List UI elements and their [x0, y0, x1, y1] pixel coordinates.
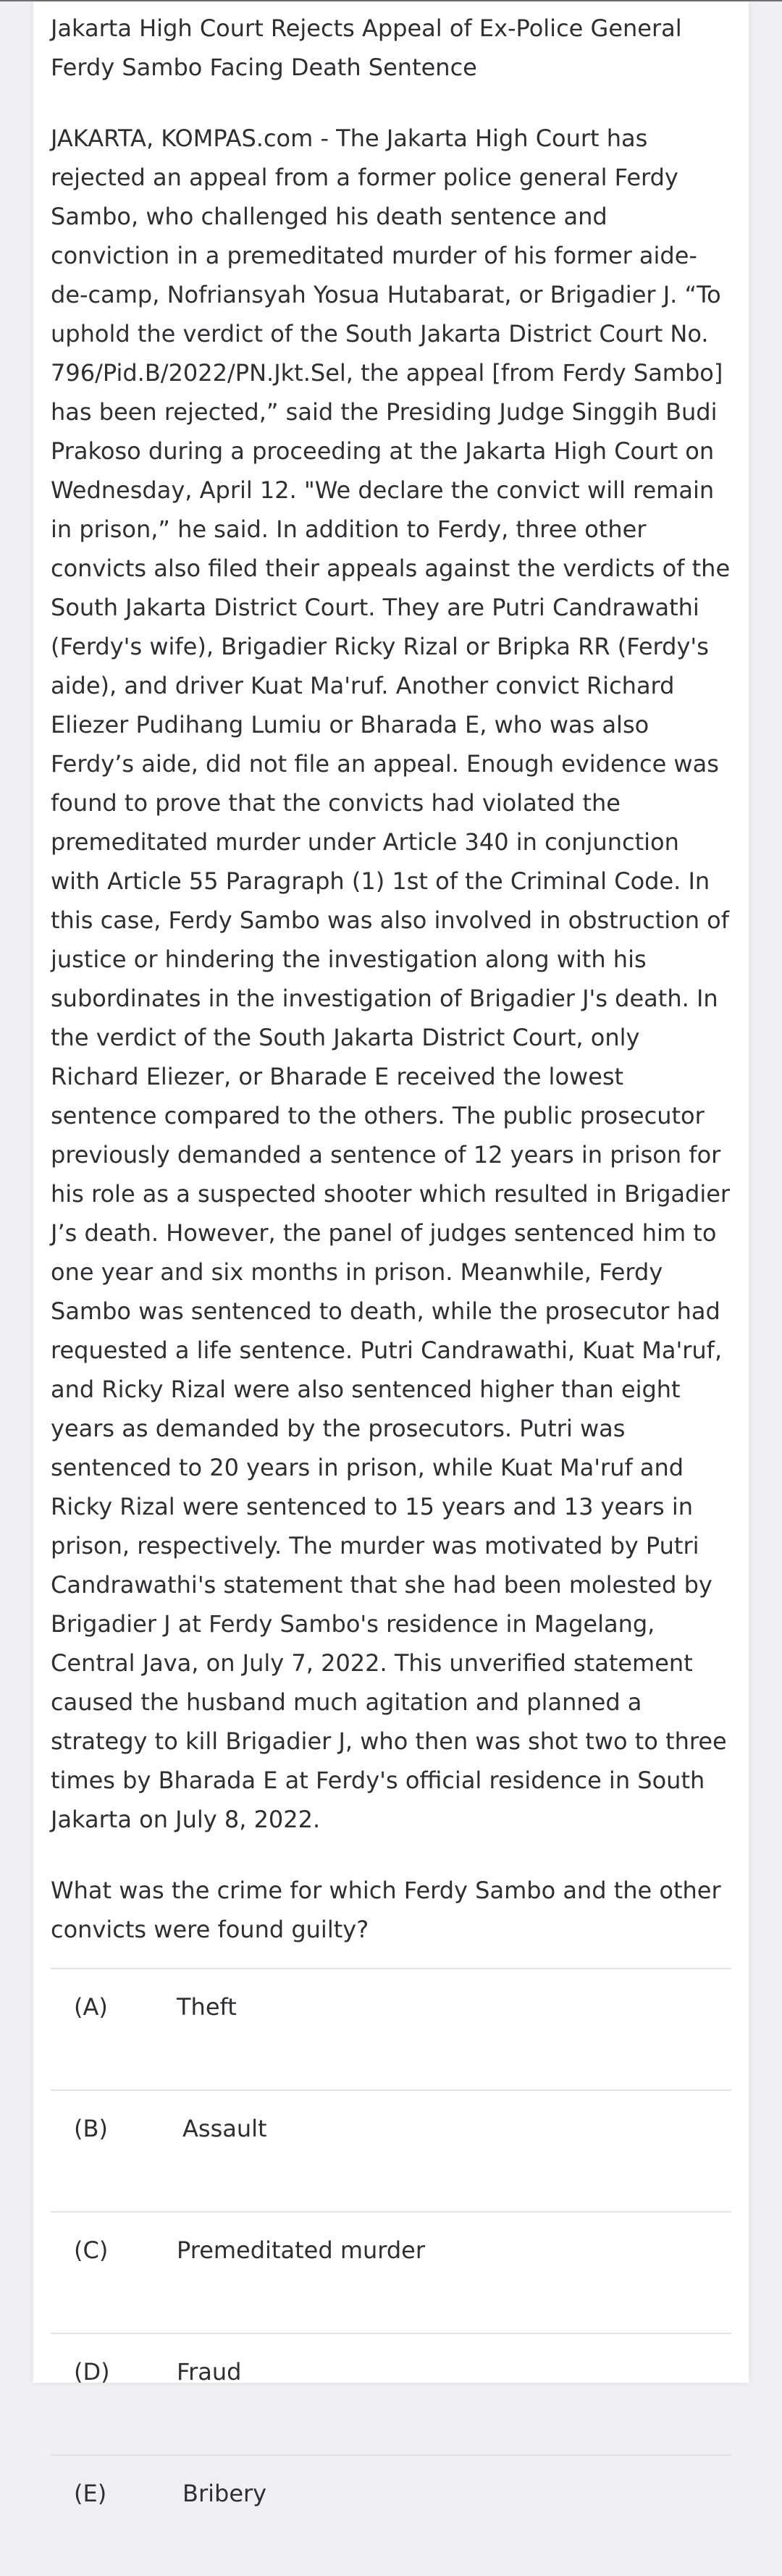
option-e-letter: (E) [74, 2480, 107, 2507]
option-d-text: Fraud [177, 2358, 242, 2386]
content-card [33, 1, 749, 2507]
option-b-text: Assault [182, 2115, 267, 2142]
option-b[interactable] [51, 2091, 731, 2213]
question-text: What was the crime for which Ferdy Sambo and the other convicts were found guilty? [51, 1877, 721, 1943]
option-a-text: Theft [177, 1993, 237, 2021]
answer-options [51, 1968, 731, 2576]
option-c-text: Premeditated murder [177, 2236, 426, 2264]
option-a-letter: (A) [74, 1993, 108, 2021]
option-b-letter: (B) [74, 2115, 108, 2142]
article-title: Jakarta High Court Rejects Appeal of Ex-Police General Ferdy Sambo Facing Death Sentence [51, 14, 682, 81]
option-d[interactable] [51, 2334, 731, 2456]
option-e-text: Bribery [182, 2480, 267, 2507]
option-d-letter: (D) [74, 2358, 110, 2386]
option-c-letter: (C) [74, 2236, 109, 2264]
option-c[interactable] [51, 2213, 731, 2334]
article-body: JAKARTA, KOMPAS.com - The Jakarta High Court has rejected an appeal from a former police general Ferdy Sambo, who challenged his death sentence and conviction in a premeditated murder of his former aide-de-camp, Nofriansyah Yosua Hutabarat, or Brigadier J. “To uphold the verdict of the South Jakarta District Court No. 796/Pid.B/2022/PN.Jkt.Sel, the appeal [from Ferdy Sambo] has been rejected,” said the Presiding Judge Singgih Budi Prakoso during a proceeding at the Jakarta High Court on Wednesday, April 12. "We declare the convict will remain in prison,” he said. In addition to Ferdy, three other convicts also filed their appeals against the verdicts of the South Jakarta District Court. They are Putri Candrawathi (Ferdy's wife), Brigadier Ricky Rizal or Bripka RR (Ferdy's aide), and driver Kuat Ma'ruf. Another convict Richard Eliezer Pudihang Lumiu or Bharada E, who was also Ferdy’s aide, did not file an appeal. Enough evidence was found to prove that the convicts had violated the premeditated murder under Article 340 in conjunction with Article 55 Paragraph (1) 1st of the Criminal Code. In this case, Ferdy Sambo was also involved in obstruction of justice or hindering the investigation along with his subordinates in the investigation of Brigadier J's death. In the verdict of the South Jakarta District Court, only Richard Eliezer, or Bharade E received the lowest sentence compared to the others. The public prosecutor previously demanded a sentence of 12 years in prison for his role as a suspected shooter which resulted in Brigadier J’s death. However, the panel of judges sentenced him to one year and six months in prison. Meanwhile, Ferdy Sambo was sentenced to death, while the prosecutor had requested a life sentence. Putri Candrawathi, Kuat Ma'ruf, and Ricky Rizal were also sentenced higher than eight years as demanded by the prosecutors. Putri was sentenced to 20 years in prison, while Kuat Ma'ruf and Ricky Rizal were sentenced to 15 years and 13 years in prison, respectively. The murder was motivated by Putri Candrawathi's statement that she had been molested by Brigadier J at Ferdy Sambo's residence in Magelang, Central Java, on July 7, 2022. This unverified statement caused the husband much agitation and planned a strategy to kill Brigadier J, who then was shot two to three times by Bharada E at Ferdy's official residence in South Jakarta on July 8, 2022. [51, 125, 731, 1833]
option-a[interactable] [51, 1969, 731, 2091]
option-e[interactable] [51, 2456, 731, 2576]
